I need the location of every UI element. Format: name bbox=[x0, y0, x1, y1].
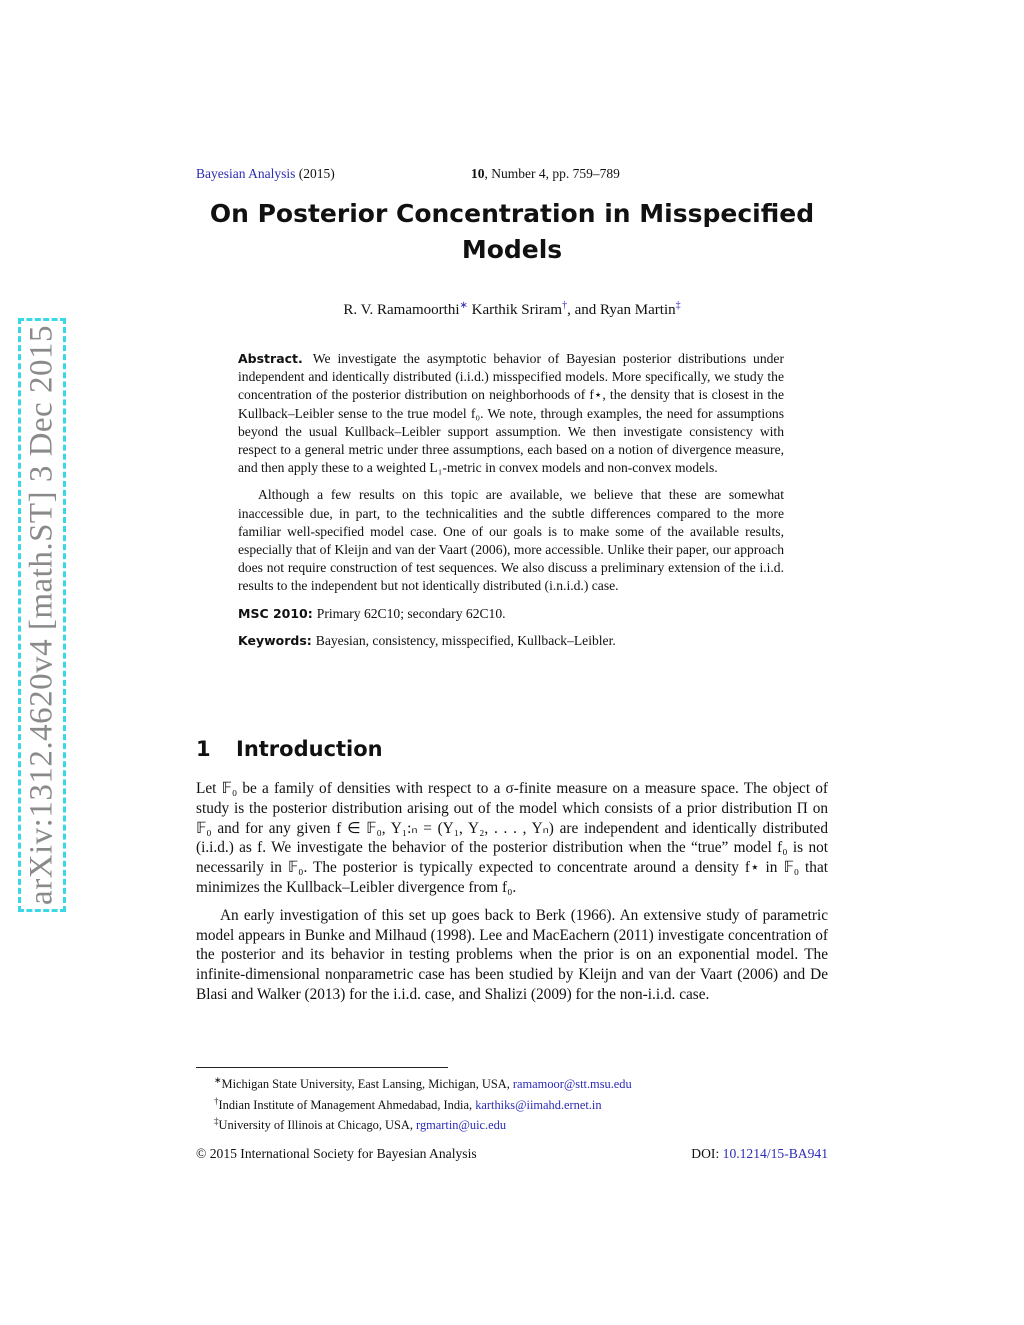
author-2-footnote-mark[interactable]: † bbox=[562, 300, 568, 311]
footnote-1-mark: ∗ bbox=[214, 1075, 222, 1085]
msc-text: Primary 62C10; secondary 62C10. bbox=[316, 605, 506, 621]
keywords bbox=[238, 632, 784, 650]
volume-details: , Number 4, pp. 759–789 bbox=[484, 166, 620, 181]
author-3-footnote-mark[interactable]: ‡ bbox=[675, 300, 681, 311]
author-3: , and Ryan Martin bbox=[567, 302, 676, 318]
title-line-2: Models bbox=[461, 235, 563, 264]
footnote-3 bbox=[196, 1113, 828, 1134]
abstract-text-1: We investigate the asymptotic behavior of Bayesian posterior distributions under independent and identically distributed (i.i.d.) misspecified models. More specifically, we study the concentration of the posterior distribution on neighborhoods of f⋆, the density that is closest in the Kullback–Leibler sense to the true model f₀. We note, through examples, the need for assumptions beyond the usual Kullback–Leibler support assumption. We then investigate consistency with respect to a general metric under three assumptions, each based on a notion of divergence measure, and then apply these to a weighted L₁-metric in convex models and non-convex models. bbox=[238, 351, 784, 476]
footnote-3-text: University of Illinois at Chicago, USA, bbox=[218, 1118, 417, 1133]
footnote-1-text: Michigan State University, East Lansing, Michigan, USA, bbox=[221, 1077, 513, 1092]
footnote-2 bbox=[196, 1093, 828, 1114]
footnote-3-mark: ‡ bbox=[214, 1116, 219, 1127]
arxiv-stamp-text: arXiv:1312.4620v4 [math.ST] 3 Dec 2015 bbox=[23, 325, 60, 905]
section-title: Introduction bbox=[236, 737, 383, 761]
author-1: R. V. Ramamoorthi bbox=[343, 302, 460, 318]
journal-header bbox=[196, 166, 656, 182]
keywords-label: Keywords: bbox=[238, 632, 312, 648]
body-paragraph-2: An early investigation of this set up goes back to Berk (1966). An extensive study of parametric model appears in Bunke and Milhaud (1998). Lee and MacEachern (2011) investigate concentration of the posterior and its behavior in testing problems when the prior is on an exponential model. The infinite-dimensional nonparametric case has been studied by Kleijn and van der Vaart (2006) and De Blasi and Walker (2013) for the i.i.d. case, and Shalizi (2009) for the non-i.i.d. case. bbox=[196, 906, 828, 1003]
doi-link[interactable]: 10.1214/15-BA941 bbox=[722, 1146, 828, 1161]
volume-number: 10 bbox=[471, 166, 485, 181]
keywords-text: Bayesian, consistency, misspecified, Kullback–Leibler. bbox=[315, 632, 616, 648]
author-list bbox=[196, 300, 828, 319]
footnote-1 bbox=[196, 1072, 828, 1093]
section-body bbox=[196, 779, 828, 1013]
author-1-footnote-mark[interactable]: ∗ bbox=[459, 300, 468, 311]
paper-title bbox=[196, 196, 828, 268]
section-heading bbox=[196, 737, 383, 761]
abstract-paragraph-2: Although a few results on this topic are available, we believe that these are somewhat inaccessible due, in part, to the technicalities and the subtle differences compared to the more familiar well-specified model case. One of our goals is to make some of the available results, especially that of Kleijn and van der Vaart (2006), more accessible. Unlike their paper, our approach does not require construction of test sequences. We also discuss a preliminary extension of the i.i.d. results to the independent but not identically distributed (i.n.i.d.) case. bbox=[238, 487, 784, 594]
abstract-paragraph-1 bbox=[238, 350, 784, 477]
journal-volume bbox=[471, 166, 620, 182]
footnote-2-mark: † bbox=[214, 1095, 219, 1106]
arxiv-stamp bbox=[18, 318, 66, 912]
abstract-label: Abstract. bbox=[238, 351, 303, 366]
author-2: Karthik Sriram bbox=[471, 302, 563, 318]
footnote-3-email-link[interactable]: rgmartin@uic.edu bbox=[416, 1118, 507, 1133]
page-footer bbox=[196, 1146, 828, 1162]
copyright-notice: © 2015 International Society for Bayesian Analysis bbox=[196, 1146, 477, 1161]
body-paragraph-1: Let 𝔽₀ be a family of densities with respect to a σ-finite measure on a measure space. The object of study is the posterior distribution arising out of the model which consists of a prior distribution Π on 𝔽₀ and for any given f ∈ 𝔽₀, Y₁:ₙ = (Y₁, Y₂, . . . , Yₙ) are independent and identically distributed (i.i.d.) as f. We investigate the behavior of the posterior distribution when the “true” model f₀ is not necessarily in 𝔽₀. The posterior is typically expected to concentrate around a density f⋆ in 𝔽₀ that minimizes the Kullback–Leibler divergence from f₀. bbox=[196, 780, 828, 896]
msc-label: MSC 2010: bbox=[238, 605, 313, 621]
msc-classification bbox=[238, 605, 784, 623]
footnote-2-text: Indian Institute of Management Ahmedabad, India, bbox=[218, 1097, 476, 1112]
doi-label: DOI: bbox=[691, 1146, 723, 1161]
doi bbox=[691, 1146, 828, 1162]
footnote-divider bbox=[196, 1067, 448, 1068]
footnote-1-email-link[interactable]: ramamoor@stt.msu.edu bbox=[512, 1077, 632, 1092]
title-line-1: On Posterior Concentration in Misspecified bbox=[209, 199, 815, 228]
footnotes bbox=[196, 1072, 828, 1134]
footnote-2-email-link[interactable]: karthiks@iimahd.ernet.in bbox=[475, 1097, 602, 1112]
abstract bbox=[238, 350, 784, 659]
journal-link[interactable]: Bayesian Analysis bbox=[196, 166, 296, 181]
section-number: 1 bbox=[196, 737, 211, 761]
journal-year: (2015) bbox=[298, 166, 335, 181]
